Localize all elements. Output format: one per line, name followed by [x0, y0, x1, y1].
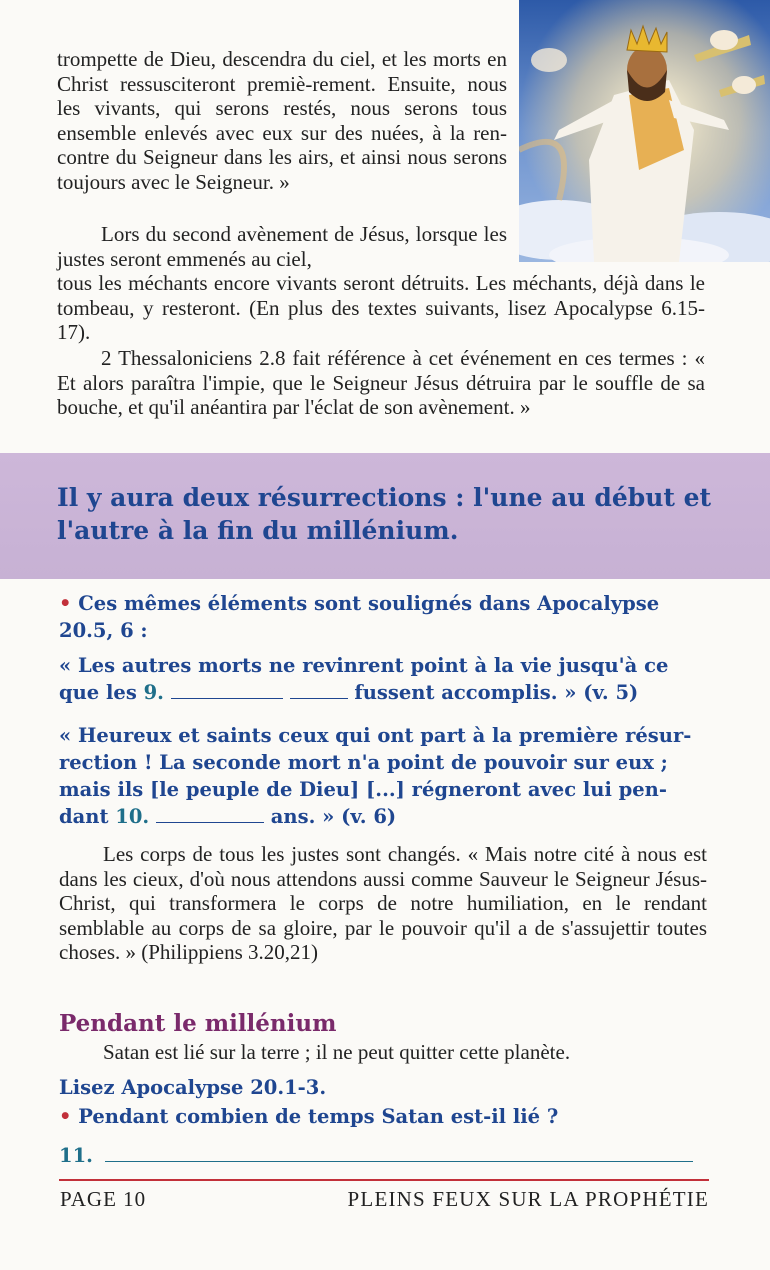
paragraph-3: 2 Thessaloniciens 2.8 fait référence à cet événement en ces termes : « Et alors paraîtra l'impie, que le Seigneur Jésus détruira par le souffle de sa bouche, et qu'il anéantira par l'éclat de son avènement. »: [57, 346, 705, 419]
banner-title: Il y aura deux résurrections : l'une au début et l'autre à la fin du millénium.: [57, 483, 712, 545]
bullet-icon: •: [59, 1105, 72, 1128]
paragraph-1: trompette de Dieu, descendra du ciel, et les morts en Christ ressusciteront premiè-rement. Ensuite, nous les vivants, qui serons restés, nous serons tous ensemble enlevés avec eux sur des nuées, à la ren-contre du Seigneur dans les airs, et ainsi nous serons toujours avec le Seigneur. »: [57, 47, 507, 194]
jesus-return-illustration: [519, 0, 770, 262]
answer-blank[interactable]: [290, 697, 348, 699]
publication-title: PLEINS FEUX SUR LA PROPHÉTIE: [347, 1187, 709, 1211]
bullet-item-satan: [59, 1105, 558, 1128]
quote-text: « Heureux et saints ceux qui ont part à la première résur-rection ! La seconde mort n'a point de pouvoir sur eux ; mais ils [le peuple de Dieu] [...] régneront avec lui pen-dant: [59, 724, 692, 828]
quote-text: ans. » (v. 6): [270, 805, 397, 828]
answer-line[interactable]: [105, 1161, 693, 1162]
paragraph-4: Les corps de tous les justes sont changés. « Mais notre cité à nous est dans les cieux, d'où nous attendons aussi comme Sauveur le Seigneur Jésus-Christ, qui transformera le corps de notre humiliation, en le rendant semblable au corps de sa gloire, par le pouvoir qu'il a de s'assujettir toutes choses. » (Philippiens 3.20,21): [59, 842, 707, 964]
reading-reference: Lisez Apocalypse 20.1-3.: [59, 1076, 327, 1099]
answer-blank[interactable]: [171, 697, 283, 699]
quote-text: fussent accomplis. » (v. 5): [354, 681, 639, 704]
question-number: 11.: [59, 1144, 93, 1167]
paragraph-5: Satan est lié sur la terre ; il ne peut quitter cette planète.: [103, 1040, 571, 1064]
quote-verse-5: [59, 652, 709, 706]
bullet-item-apocalypse: [59, 590, 709, 644]
page-number: PAGE 10: [60, 1187, 147, 1211]
bullet-text: Ces mêmes éléments sont soulignés dans Apocalypse 20.5, 6 :: [59, 592, 660, 642]
bullet-text: Pendant combien de temps Satan est-il lié ?: [78, 1105, 559, 1128]
question-number: 10.: [115, 805, 150, 828]
quote-verse-6: [59, 722, 709, 830]
quote-text: « Les autres morts ne revinrent point à la vie jusqu'à ce que les: [59, 654, 669, 704]
bullet-icon: •: [59, 592, 72, 615]
question-number: 9.: [143, 681, 164, 704]
paragraph-2-end: tous les méchants encore vivants seront détruits. Les méchants, déjà dans le tombeau, y resteront. (En plus des textes suivants, lisez Apocalypse 6.15-17).: [57, 271, 705, 344]
section-title: Pendant le millénium: [59, 1010, 337, 1037]
footer-divider: [59, 1179, 709, 1181]
paragraph-2-start: Lors du second avènement de Jésus, lorsque les justes seront emmenés au ciel,: [57, 222, 507, 271]
answer-blank[interactable]: [156, 821, 264, 823]
